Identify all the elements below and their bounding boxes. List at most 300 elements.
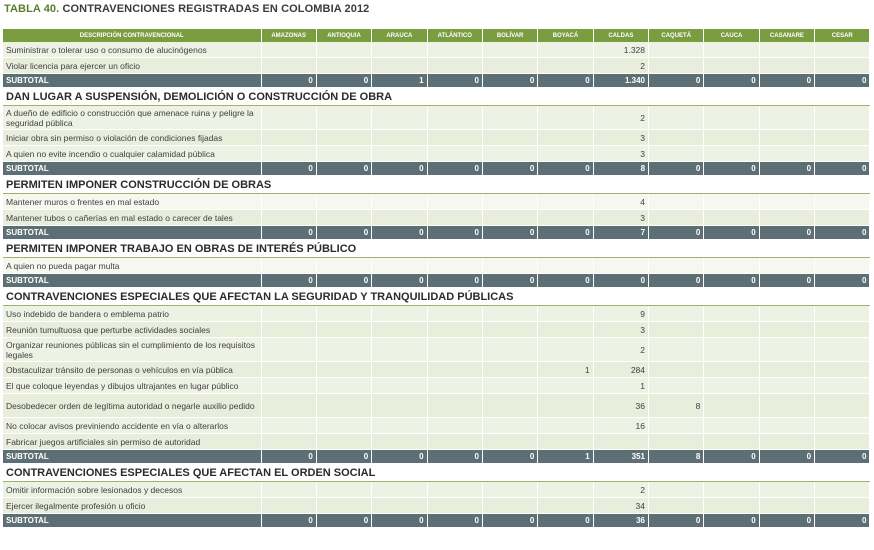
value-cell bbox=[372, 130, 427, 146]
value-cell: 0 bbox=[704, 74, 759, 88]
value-cell bbox=[372, 338, 427, 362]
value-cell bbox=[316, 338, 371, 362]
value-cell: 7 bbox=[593, 226, 648, 240]
value-cell bbox=[316, 498, 371, 514]
value-cell bbox=[372, 42, 427, 58]
value-cell bbox=[316, 210, 371, 226]
value-cell bbox=[482, 306, 537, 322]
value-cell: 3 bbox=[593, 210, 648, 226]
value-cell bbox=[704, 306, 759, 322]
value-cell bbox=[261, 106, 316, 130]
value-cell: 0 bbox=[759, 162, 814, 176]
value-cell: 4 bbox=[593, 194, 648, 210]
value-cell: 0 bbox=[759, 514, 814, 528]
value-cell bbox=[759, 378, 814, 394]
value-cell bbox=[759, 362, 814, 378]
value-cell: 0 bbox=[261, 226, 316, 240]
subtotal-label: SUBTOTAL bbox=[3, 450, 261, 464]
value-cell: 1.328 bbox=[593, 42, 648, 58]
value-cell bbox=[316, 106, 371, 130]
value-cell: 8 bbox=[649, 394, 704, 418]
value-cell bbox=[261, 210, 316, 226]
row-description: A dueño de edificio o construcción que amenace ruina y peligre la seguridad pública bbox=[3, 106, 261, 130]
value-cell bbox=[482, 322, 537, 338]
column-header-department: CAUCA bbox=[704, 29, 759, 42]
value-cell bbox=[372, 482, 427, 498]
value-cell bbox=[316, 258, 371, 274]
value-cell bbox=[482, 482, 537, 498]
value-cell bbox=[704, 322, 759, 338]
value-cell bbox=[316, 194, 371, 210]
value-cell: 1 bbox=[538, 450, 593, 464]
value-cell bbox=[261, 378, 316, 394]
value-cell bbox=[704, 106, 759, 130]
value-cell: 0 bbox=[649, 226, 704, 240]
value-cell: 0 bbox=[759, 226, 814, 240]
value-cell bbox=[427, 498, 482, 514]
value-cell: 0 bbox=[316, 450, 371, 464]
value-cell bbox=[427, 210, 482, 226]
value-cell: 36 bbox=[593, 514, 648, 528]
value-cell: 0 bbox=[372, 274, 427, 288]
value-cell bbox=[704, 434, 759, 450]
section-heading-row bbox=[3, 88, 870, 106]
subtotal-label: SUBTOTAL bbox=[3, 162, 261, 176]
value-cell bbox=[815, 338, 870, 362]
value-cell: 0 bbox=[815, 162, 870, 176]
value-cell bbox=[482, 130, 537, 146]
header-row bbox=[3, 29, 870, 42]
value-cell bbox=[815, 258, 870, 274]
value-cell bbox=[815, 362, 870, 378]
section-heading: PERMITEN IMPONER TRABAJO EN OBRAS DE INTERÉS PÚBLICO bbox=[3, 240, 870, 258]
table-row bbox=[3, 362, 870, 378]
value-cell: 1 bbox=[538, 362, 593, 378]
value-cell bbox=[538, 58, 593, 74]
value-cell bbox=[815, 498, 870, 514]
value-cell bbox=[427, 322, 482, 338]
value-cell bbox=[704, 338, 759, 362]
value-cell bbox=[316, 58, 371, 74]
section-heading-row bbox=[3, 176, 870, 194]
row-description: Reunión tumultuosa que perturbe actividades sociales bbox=[3, 322, 261, 338]
section-heading-row bbox=[3, 288, 870, 306]
table-row bbox=[3, 258, 870, 274]
value-cell bbox=[261, 306, 316, 322]
table-row bbox=[3, 106, 870, 130]
value-cell bbox=[815, 322, 870, 338]
value-cell bbox=[372, 306, 427, 322]
value-cell bbox=[538, 498, 593, 514]
value-cell bbox=[759, 338, 814, 362]
subtotal-row bbox=[3, 74, 870, 88]
value-cell bbox=[482, 258, 537, 274]
value-cell bbox=[427, 378, 482, 394]
value-cell bbox=[704, 394, 759, 418]
value-cell: 0 bbox=[261, 450, 316, 464]
value-cell: 0 bbox=[482, 74, 537, 88]
value-cell bbox=[261, 498, 316, 514]
value-cell bbox=[482, 146, 537, 162]
value-cell: 0 bbox=[759, 274, 814, 288]
value-cell: 0 bbox=[815, 274, 870, 288]
value-cell bbox=[372, 434, 427, 450]
value-cell bbox=[482, 194, 537, 210]
value-cell bbox=[538, 322, 593, 338]
value-cell bbox=[815, 210, 870, 226]
value-cell bbox=[261, 322, 316, 338]
value-cell bbox=[261, 482, 316, 498]
table-row bbox=[3, 338, 870, 362]
value-cell bbox=[649, 106, 704, 130]
value-cell: 0 bbox=[482, 274, 537, 288]
value-cell bbox=[649, 482, 704, 498]
value-cell: 0 bbox=[649, 74, 704, 88]
table-row bbox=[3, 394, 870, 418]
value-cell bbox=[427, 362, 482, 378]
value-cell bbox=[649, 210, 704, 226]
row-description: Mantener muros o frentes en mal estado bbox=[3, 194, 261, 210]
value-cell: 0 bbox=[427, 514, 482, 528]
value-cell bbox=[704, 482, 759, 498]
value-cell: 0 bbox=[538, 274, 593, 288]
value-cell bbox=[427, 338, 482, 362]
value-cell: 2 bbox=[593, 338, 648, 362]
value-cell bbox=[815, 58, 870, 74]
value-cell bbox=[759, 146, 814, 162]
value-cell bbox=[482, 338, 537, 362]
column-header-department: ATLÁNTICO bbox=[427, 29, 482, 42]
subtotal-row bbox=[3, 450, 870, 464]
value-cell bbox=[759, 418, 814, 434]
value-cell: 0 bbox=[538, 74, 593, 88]
value-cell bbox=[372, 418, 427, 434]
value-cell bbox=[649, 306, 704, 322]
value-cell bbox=[316, 434, 371, 450]
value-cell: 8 bbox=[593, 162, 648, 176]
value-cell bbox=[427, 42, 482, 58]
value-cell bbox=[261, 434, 316, 450]
value-cell bbox=[759, 194, 814, 210]
value-cell bbox=[427, 146, 482, 162]
table-row bbox=[3, 42, 870, 58]
value-cell: 0 bbox=[704, 274, 759, 288]
value-cell: 3 bbox=[593, 146, 648, 162]
value-cell bbox=[372, 322, 427, 338]
row-description: El que coloque leyendas y dibujos ultrajantes en lugar público bbox=[3, 378, 261, 394]
value-cell bbox=[482, 106, 537, 130]
value-cell bbox=[649, 146, 704, 162]
subtotal-row bbox=[3, 274, 870, 288]
column-header-department: CAQUETÁ bbox=[649, 29, 704, 42]
value-cell: 0 bbox=[427, 74, 482, 88]
value-cell bbox=[482, 210, 537, 226]
value-cell bbox=[815, 434, 870, 450]
table-row bbox=[3, 322, 870, 338]
section-heading-row bbox=[3, 240, 870, 258]
table-row bbox=[3, 194, 870, 210]
value-cell bbox=[759, 58, 814, 74]
value-cell bbox=[759, 322, 814, 338]
value-cell bbox=[316, 418, 371, 434]
value-cell bbox=[815, 378, 870, 394]
value-cell bbox=[815, 146, 870, 162]
value-cell bbox=[427, 130, 482, 146]
value-cell bbox=[649, 194, 704, 210]
value-cell bbox=[372, 194, 427, 210]
value-cell bbox=[815, 106, 870, 130]
value-cell bbox=[649, 130, 704, 146]
value-cell bbox=[261, 418, 316, 434]
value-cell: 16 bbox=[593, 418, 648, 434]
value-cell bbox=[759, 434, 814, 450]
value-cell: 0 bbox=[649, 274, 704, 288]
value-cell bbox=[316, 306, 371, 322]
value-cell bbox=[261, 258, 316, 274]
value-cell: 0 bbox=[649, 162, 704, 176]
value-cell: 0 bbox=[427, 450, 482, 464]
value-cell bbox=[538, 106, 593, 130]
value-cell bbox=[649, 434, 704, 450]
table-row bbox=[3, 418, 870, 434]
value-cell: 0 bbox=[372, 226, 427, 240]
row-description: Uso indebido de bandera o emblema patrio bbox=[3, 306, 261, 322]
column-header-department: ARAUCA bbox=[372, 29, 427, 42]
value-cell: 0 bbox=[316, 162, 371, 176]
value-cell bbox=[759, 42, 814, 58]
value-cell: 0 bbox=[316, 74, 371, 88]
value-cell bbox=[482, 434, 537, 450]
table-row bbox=[3, 434, 870, 450]
table-row bbox=[3, 306, 870, 322]
value-cell: 0 bbox=[815, 226, 870, 240]
value-cell bbox=[704, 210, 759, 226]
value-cell bbox=[538, 418, 593, 434]
value-cell: 1 bbox=[593, 378, 648, 394]
table-row bbox=[3, 58, 870, 74]
value-cell bbox=[759, 394, 814, 418]
table-row bbox=[3, 146, 870, 162]
value-cell: 0 bbox=[704, 514, 759, 528]
value-cell bbox=[316, 482, 371, 498]
value-cell: 36 bbox=[593, 394, 648, 418]
value-cell bbox=[538, 434, 593, 450]
table-number: TABLA 40. bbox=[4, 3, 60, 15]
subtotal-label: SUBTOTAL bbox=[3, 74, 261, 88]
value-cell: 0 bbox=[427, 274, 482, 288]
value-cell bbox=[372, 58, 427, 74]
value-cell: 0 bbox=[261, 74, 316, 88]
value-cell bbox=[704, 378, 759, 394]
value-cell bbox=[427, 258, 482, 274]
subtotal-row bbox=[3, 514, 870, 528]
value-cell: 0 bbox=[372, 450, 427, 464]
row-description: Organizar reuniones públicas sin el cumplimiento de los requisitos legales bbox=[3, 338, 261, 362]
value-cell bbox=[427, 434, 482, 450]
value-cell bbox=[372, 498, 427, 514]
table-caption: CONTRAVENCIONES REGISTRADAS EN COLOMBIA 2012 bbox=[62, 3, 370, 15]
row-description: Ejercer ilegalmente profesión u oficio bbox=[3, 498, 261, 514]
value-cell: 3 bbox=[593, 130, 648, 146]
section-heading: CONTRAVENCIONES ESPECIALES QUE AFECTAN EL ORDEN SOCIAL bbox=[3, 464, 870, 482]
value-cell bbox=[482, 42, 537, 58]
subtotal-row bbox=[3, 226, 870, 240]
value-cell bbox=[372, 378, 427, 394]
row-description: Mantener tubos o cañerías en mal estado o carecer de tales bbox=[3, 210, 261, 226]
value-cell bbox=[538, 146, 593, 162]
value-cell bbox=[482, 394, 537, 418]
value-cell bbox=[316, 362, 371, 378]
table-title bbox=[4, 3, 369, 15]
value-cell: 0 bbox=[593, 274, 648, 288]
value-cell bbox=[538, 306, 593, 322]
value-cell bbox=[261, 130, 316, 146]
value-cell: 8 bbox=[649, 450, 704, 464]
section-heading-row bbox=[3, 464, 870, 482]
value-cell bbox=[427, 394, 482, 418]
table-row bbox=[3, 130, 870, 146]
section-heading: PERMITEN IMPONER CONSTRUCCIÓN DE OBRAS bbox=[3, 176, 870, 194]
value-cell: 0 bbox=[482, 514, 537, 528]
column-header-department: CESAR bbox=[815, 29, 870, 42]
value-cell bbox=[704, 194, 759, 210]
row-description: Iniciar obra sin permiso o violación de condiciones fijadas bbox=[3, 130, 261, 146]
value-cell bbox=[261, 362, 316, 378]
value-cell bbox=[427, 482, 482, 498]
value-cell bbox=[815, 130, 870, 146]
value-cell bbox=[759, 130, 814, 146]
column-header-department: CASANARE bbox=[759, 29, 814, 42]
value-cell: 0 bbox=[427, 226, 482, 240]
table-body bbox=[3, 42, 870, 528]
value-cell bbox=[538, 482, 593, 498]
value-cell bbox=[427, 306, 482, 322]
value-cell bbox=[704, 130, 759, 146]
value-cell bbox=[261, 338, 316, 362]
value-cell bbox=[538, 378, 593, 394]
value-cell bbox=[759, 210, 814, 226]
value-cell: 0 bbox=[815, 450, 870, 464]
value-cell bbox=[649, 362, 704, 378]
value-cell: 0 bbox=[482, 162, 537, 176]
value-cell: 1 bbox=[372, 74, 427, 88]
value-cell bbox=[427, 194, 482, 210]
value-cell bbox=[759, 498, 814, 514]
value-cell: 0 bbox=[427, 162, 482, 176]
table-row bbox=[3, 498, 870, 514]
value-cell: 0 bbox=[261, 274, 316, 288]
value-cell: 2 bbox=[593, 482, 648, 498]
value-cell: 0 bbox=[316, 226, 371, 240]
value-cell bbox=[261, 194, 316, 210]
value-cell: 0 bbox=[316, 274, 371, 288]
value-cell bbox=[649, 498, 704, 514]
value-cell bbox=[593, 434, 648, 450]
column-header-department: ANTIOQUIA bbox=[316, 29, 371, 42]
subtotal-label: SUBTOTAL bbox=[3, 274, 261, 288]
row-description: Violar licencia para ejercer un oficio bbox=[3, 58, 261, 74]
value-cell bbox=[704, 146, 759, 162]
value-cell: 0 bbox=[704, 226, 759, 240]
subtotal-label: SUBTOTAL bbox=[3, 514, 261, 528]
value-cell bbox=[759, 258, 814, 274]
table-header bbox=[3, 29, 870, 42]
value-cell bbox=[482, 362, 537, 378]
value-cell bbox=[482, 58, 537, 74]
value-cell bbox=[815, 194, 870, 210]
row-description: Fabricar juegos artificiales sin permiso de autoridad bbox=[3, 434, 261, 450]
value-cell bbox=[704, 418, 759, 434]
value-cell: 0 bbox=[316, 514, 371, 528]
value-cell: 1.340 bbox=[593, 74, 648, 88]
value-cell bbox=[372, 362, 427, 378]
value-cell bbox=[538, 194, 593, 210]
value-cell bbox=[316, 146, 371, 162]
value-cell: 2 bbox=[593, 106, 648, 130]
value-cell: 0 bbox=[482, 226, 537, 240]
row-description: No colocar avisos previniendo accidente en vía o alterarlos bbox=[3, 418, 261, 434]
value-cell bbox=[372, 210, 427, 226]
value-cell bbox=[649, 42, 704, 58]
value-cell bbox=[815, 306, 870, 322]
value-cell bbox=[372, 146, 427, 162]
value-cell bbox=[316, 394, 371, 418]
row-description: Omitir información sobre lesionados y decesos bbox=[3, 482, 261, 498]
value-cell: 351 bbox=[593, 450, 648, 464]
value-cell: 0 bbox=[261, 514, 316, 528]
value-cell bbox=[704, 362, 759, 378]
value-cell: 0 bbox=[649, 514, 704, 528]
value-cell bbox=[649, 258, 704, 274]
value-cell: 3 bbox=[593, 322, 648, 338]
value-cell bbox=[538, 258, 593, 274]
table-row bbox=[3, 210, 870, 226]
value-cell bbox=[649, 338, 704, 362]
value-cell bbox=[538, 394, 593, 418]
value-cell: 2 bbox=[593, 58, 648, 74]
value-cell bbox=[538, 130, 593, 146]
column-header-department: AMAZONAS bbox=[261, 29, 316, 42]
table-row bbox=[3, 378, 870, 394]
value-cell bbox=[316, 42, 371, 58]
column-header-description: DESCRIPCIÓN CONTRAVENCIONAL bbox=[3, 29, 261, 42]
row-description: Suministrar o tolerar uso o consumo de alucinógenos bbox=[3, 42, 261, 58]
column-header-department: BOYACÁ bbox=[538, 29, 593, 42]
value-cell: 0 bbox=[815, 514, 870, 528]
value-cell bbox=[427, 106, 482, 130]
row-description: Desobedecer orden de legítima autoridad o negarle auxilio pedido bbox=[3, 394, 261, 418]
value-cell bbox=[261, 394, 316, 418]
value-cell bbox=[815, 418, 870, 434]
value-cell: 0 bbox=[538, 162, 593, 176]
value-cell: 0 bbox=[538, 226, 593, 240]
value-cell bbox=[649, 322, 704, 338]
value-cell: 0 bbox=[815, 74, 870, 88]
value-cell bbox=[704, 42, 759, 58]
value-cell bbox=[261, 42, 316, 58]
value-cell bbox=[538, 338, 593, 362]
value-cell bbox=[593, 258, 648, 274]
value-cell: 0 bbox=[704, 450, 759, 464]
value-cell bbox=[316, 322, 371, 338]
value-cell bbox=[261, 58, 316, 74]
value-cell: 0 bbox=[704, 162, 759, 176]
value-cell bbox=[704, 58, 759, 74]
value-cell: 0 bbox=[482, 450, 537, 464]
value-cell bbox=[316, 130, 371, 146]
value-cell bbox=[649, 378, 704, 394]
value-cell bbox=[538, 42, 593, 58]
